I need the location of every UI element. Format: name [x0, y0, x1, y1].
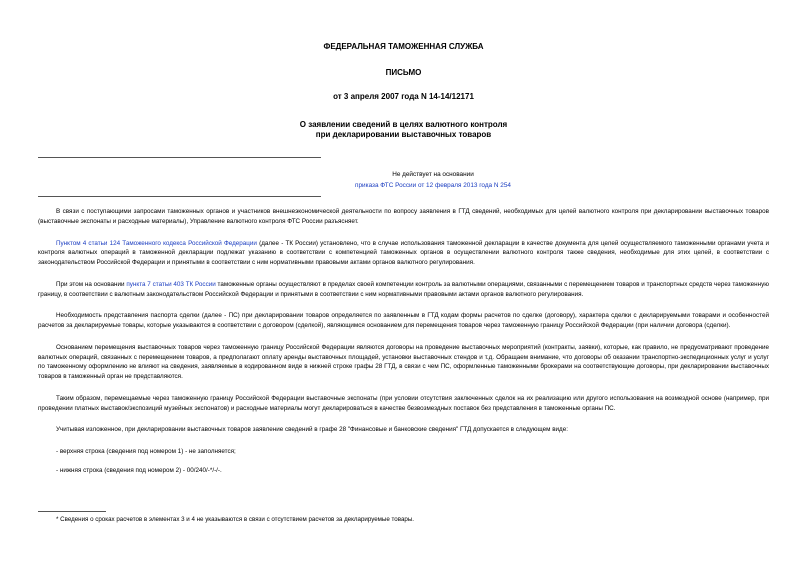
customs-code-article-124-link[interactable]: Пунктом 4 статьи 124 Таможенного кодекса Российской Федерации — [56, 239, 257, 247]
document-body — [38, 207, 769, 485]
document-title-line-1: О заявлении сведений в целях валютного контроля — [299, 120, 508, 129]
divider-top — [38, 157, 321, 158]
document-type: ПИСЬМО — [385, 68, 422, 77]
footnote-divider — [38, 511, 106, 512]
paragraph-2-text: (далее - ТК России) установлено, что в случае использования таможенной декларации в качестве документа для целей осуществляемого таможенными органами учета и контроля валютных операций в таможенной декларации подлежат указанию в соответствии с компетенцией таможенных органов в осуществлении валютного контроля также сведения, необходимые для этих целей, в соответствии с законодательством Российской Федерации и принятыми в соответствии с ним нормативными правовыми актами органов валютного регулирования. — [38, 239, 769, 266]
document-title — [38, 120, 769, 140]
agency-name: ФЕДЕРАЛЬНАЯ ТАМОЖЕННАЯ СЛУЖБА — [323, 42, 484, 51]
paragraph-3-prefix: При этом на основании — [56, 280, 127, 288]
status-text: Не действует на основании — [392, 171, 474, 178]
paragraph-3 — [38, 280, 769, 300]
paragraph-5: Основанием перемещения выставочных товаров через таможенную границу Российской Федерации являются договоры на проведение выставочных мероприятий (контракты, заявки), которые, как правило, не предусматривают проведение валютных операций, связанных с перемещением товаров, а предполагают оплату аренды выставочных площадей, установки выставочных стендов и т.д. Обращаем внимание, что договоры об оказании транспортно-экспедиционных услуг и услуг по таможенному оформлению не влияют на сведения, заявляемые в кодированном виде в нижней строке графы 28 ГТД, в связи с чем ПС, оформленные таможенными брокерами на соответствующие договоры, при декларировании выставочных товаров в таможенный орган не представляются. — [38, 343, 769, 380]
paragraph-7: Учитывая изложенное, при декларировании выставочных товаров заявление сведений в графе 28 "Финансовые и банковские сведения" ГТД допускается в следующем виде: — [56, 426, 568, 434]
status-order-link[interactable]: приказа ФТС России от 12 февраля 2013 года N 254 — [355, 182, 511, 190]
paragraph-4: Необходимость представления паспорта сделки (далее - ПС) при декларировании товаров определяется по заявленным в ГТД кодам формы расчетов по сделке (договору), характера сделки с декларируемыми товарами и особенностей расчетов за декларируемые товары, которые указываются в соответствии с договором (сделкой), являющимся основанием для перемещения товаров через таможенную границу Российской Федерации (при наличии договора (сделки). — [38, 312, 769, 329]
status-note — [288, 169, 578, 191]
paragraph-2 — [38, 239, 769, 268]
paragraph-9: - нижняя строка (сведения под номером 2) - 00/240/-*/-/-. — [56, 466, 222, 474]
paragraph-8: - верхняя строка (сведения под номером 1) - не заполняется; — [56, 448, 236, 455]
footnote: * Сведения о сроках расчетов в элементах 3 и 4 не указываются в связи с отсутствием расчетов за декларируемые товары. — [56, 516, 415, 523]
paragraph-6: Таким образом, перемещаемые через таможенную границу Российской Федерации выставочные экспонаты (при условии отсутствия заключенных сделок на их реализацию или другого использования на возмездной основе (например, при проведении платных выставок/экспозиций музейных экспонатов) и расходные материалы могут декларироваться в качестве безвозмездных поставок без представления в таможенные органы ПС. — [38, 394, 769, 412]
paragraph-3-text: таможенные органы осуществляют в пределах своей компетенции контроль за валютными операциями, связанными с перемещением товаров и транспортных средств через таможенную границу, в соответствии с валютным законодательством Российской Федерации и принятыми в соответствии с ним нормативными правовыми актами органов валютного регулирования. — [38, 280, 769, 298]
divider-bottom — [38, 196, 321, 197]
paragraph-1: В связи с поступающими запросами таможенных органов и участников внешнеэкономической деятельности по вопросу заявления в ГТД сведений, необходимых для целей валютного контроля при декларировании выставочных товаров (выставочные экспонаты и расходные материалы), Управление валютного контроля ФТС России разъясняет. — [38, 208, 769, 225]
document-title-line-2: при декларировании выставочных товаров — [315, 130, 492, 139]
document-date-number: от 3 апреля 2007 года N 14-14/12171 — [333, 92, 474, 101]
customs-code-article-403-link[interactable]: пункта 7 статьи 403 ТК России — [126, 280, 216, 288]
